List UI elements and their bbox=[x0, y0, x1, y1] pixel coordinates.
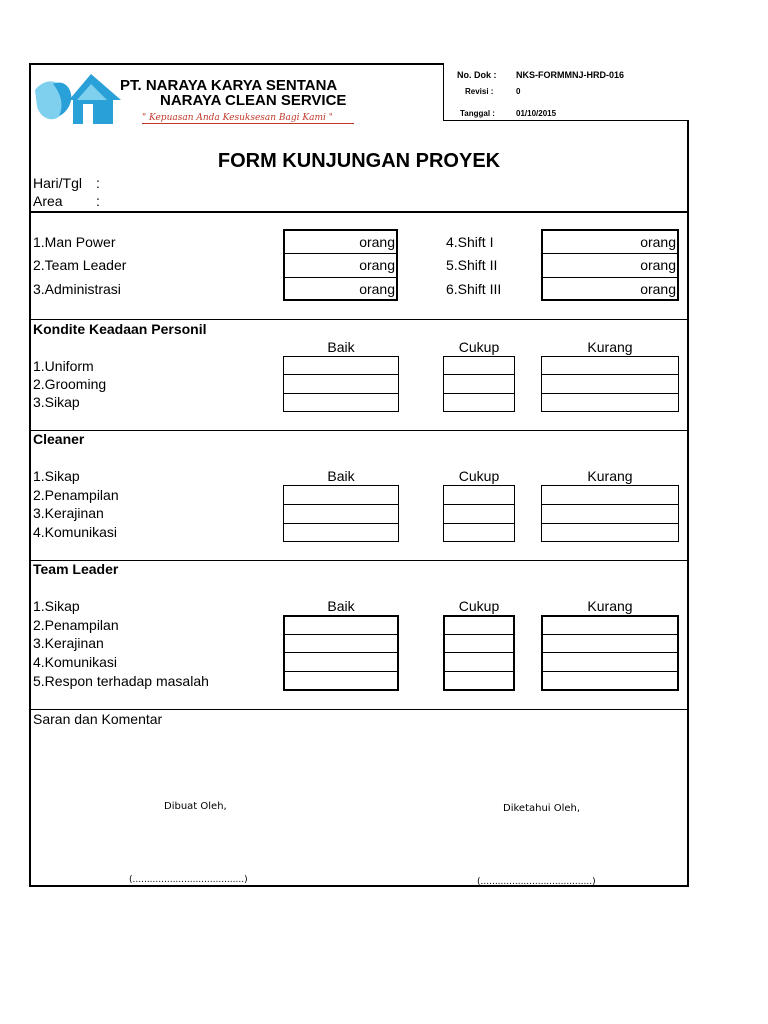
company-name: PT. NARAYA KARYA SENTANA bbox=[120, 77, 338, 94]
rating-cukup-header: Cukup bbox=[458, 468, 500, 484]
divider-team-leader bbox=[29, 709, 689, 710]
rating-cukup-header: Cukup bbox=[458, 598, 500, 614]
rating-baik-header: Baik bbox=[327, 468, 355, 484]
row-divider bbox=[541, 393, 679, 394]
company-tagline: " Kepuasan Anda Kesuksesan Bagi Kami " bbox=[142, 113, 333, 123]
personil-item: 1.Uniform bbox=[33, 358, 94, 374]
team-leader-baik-grid[interactable] bbox=[283, 615, 399, 691]
row-divider bbox=[443, 652, 515, 653]
cleaner-title: Cleaner bbox=[33, 431, 85, 447]
company-logo bbox=[33, 70, 123, 128]
personil-title: Kondite Keadaan Personil bbox=[33, 321, 207, 337]
shift-1-label: 4.Shift I bbox=[446, 234, 494, 250]
row-divider bbox=[541, 253, 679, 254]
row-divider bbox=[443, 634, 515, 635]
shift-1-unit: orang bbox=[640, 234, 676, 250]
row-divider bbox=[283, 374, 399, 375]
personil-item: 3.Sikap bbox=[33, 394, 80, 410]
team-leader-count-label: 2.Team Leader bbox=[33, 257, 127, 273]
row-divider bbox=[541, 634, 679, 635]
revisi-label: Revisi : bbox=[465, 87, 494, 96]
row-divider bbox=[541, 523, 679, 524]
row-divider bbox=[541, 671, 679, 672]
personil-item: 2.Grooming bbox=[33, 376, 107, 392]
team-leader-item: 5.Respon terhadap masalah bbox=[33, 673, 209, 689]
row-divider bbox=[283, 393, 399, 394]
form-title: FORM KUNJUNGAN PROYEK bbox=[217, 150, 501, 172]
rating-kurang-header: Kurang bbox=[587, 339, 633, 355]
administrasi-unit: orang bbox=[359, 281, 395, 297]
revisi-value: 0 bbox=[516, 87, 521, 96]
team-leader-title: Team Leader bbox=[33, 561, 119, 577]
manpower-unit: orang bbox=[359, 234, 395, 250]
row-divider bbox=[443, 393, 515, 394]
personil-kurang-grid[interactable] bbox=[541, 356, 679, 412]
cleaner-item: 3.Kerajinan bbox=[33, 505, 104, 521]
row-divider bbox=[283, 504, 399, 505]
rating-baik-header: Baik bbox=[327, 339, 355, 355]
cleaner-cukup-grid[interactable] bbox=[443, 485, 515, 542]
row-divider bbox=[283, 652, 399, 653]
row-divider bbox=[443, 504, 515, 505]
tanggal-label: Tanggal : bbox=[460, 109, 495, 118]
divider-header bbox=[29, 211, 689, 213]
tanggal-value: 01/10/2015 bbox=[516, 109, 557, 118]
row-divider bbox=[443, 523, 515, 524]
divider-personil bbox=[29, 430, 689, 431]
divider-cleaner bbox=[29, 560, 689, 561]
row-divider bbox=[283, 634, 399, 635]
hari-tgl-colon: : bbox=[96, 175, 100, 191]
team-leader-kurang-grid[interactable] bbox=[541, 615, 679, 691]
team-leader-item: 2.Penampilan bbox=[33, 617, 119, 633]
team-leader-cukup-grid[interactable] bbox=[443, 615, 515, 691]
no-dok-label: No. Dok : bbox=[457, 70, 497, 80]
saran-label: Saran dan Komentar bbox=[33, 711, 163, 727]
shift-2-unit: orang bbox=[640, 257, 676, 273]
row-divider bbox=[541, 277, 679, 278]
row-divider bbox=[541, 504, 679, 505]
row-divider bbox=[443, 374, 515, 375]
personil-baik-grid[interactable] bbox=[283, 356, 399, 412]
dibuat-oleh-label: Dibuat Oleh, bbox=[164, 801, 227, 812]
manpower-label: 1.Man Power bbox=[33, 234, 116, 250]
tagline-underline bbox=[142, 123, 354, 124]
cleaner-item: 4.Komunikasi bbox=[33, 524, 118, 540]
row-divider bbox=[443, 671, 515, 672]
shift-3-label: 6.Shift III bbox=[446, 281, 502, 297]
no-dok-value: NKS-FORMMNJ-HRD-016 bbox=[516, 70, 625, 80]
rating-baik-header: Baik bbox=[327, 598, 355, 614]
area-colon: : bbox=[96, 193, 100, 209]
row-divider bbox=[283, 277, 398, 278]
cleaner-item: 2.Penampilan bbox=[33, 487, 119, 503]
shift-3-unit: orang bbox=[640, 281, 676, 297]
row-divider bbox=[541, 374, 679, 375]
diketahui-signature-line[interactable]: (.......................................) bbox=[477, 877, 596, 887]
administrasi-label: 3.Administrasi bbox=[33, 281, 121, 297]
hari-tgl-label: Hari/Tgl bbox=[33, 175, 83, 191]
team-leader-unit: orang bbox=[359, 257, 395, 273]
cleaner-item: 1.Sikap bbox=[33, 468, 80, 484]
rating-cukup-header: Cukup bbox=[458, 339, 500, 355]
dibuat-signature-line[interactable]: (.......................................) bbox=[129, 875, 248, 885]
row-divider bbox=[283, 523, 399, 524]
division-name: NARAYA CLEAN SERVICE bbox=[160, 92, 347, 109]
cleaner-baik-grid[interactable] bbox=[283, 485, 399, 542]
diketahui-oleh-label: Diketahui Oleh, bbox=[503, 803, 581, 814]
personil-cukup-grid[interactable] bbox=[443, 356, 515, 412]
area-label: Area bbox=[33, 193, 63, 209]
team-leader-item: 1.Sikap bbox=[33, 598, 80, 614]
row-divider bbox=[541, 652, 679, 653]
row-divider bbox=[283, 253, 398, 254]
team-leader-item: 4.Komunikasi bbox=[33, 654, 118, 670]
divider-manpower bbox=[29, 319, 689, 320]
shift-2-label: 5.Shift II bbox=[446, 257, 498, 273]
row-divider bbox=[283, 671, 399, 672]
team-leader-item: 3.Kerajinan bbox=[33, 635, 104, 651]
rating-kurang-header: Kurang bbox=[587, 468, 633, 484]
cleaner-kurang-grid[interactable] bbox=[541, 485, 679, 542]
rating-kurang-header: Kurang bbox=[587, 598, 633, 614]
